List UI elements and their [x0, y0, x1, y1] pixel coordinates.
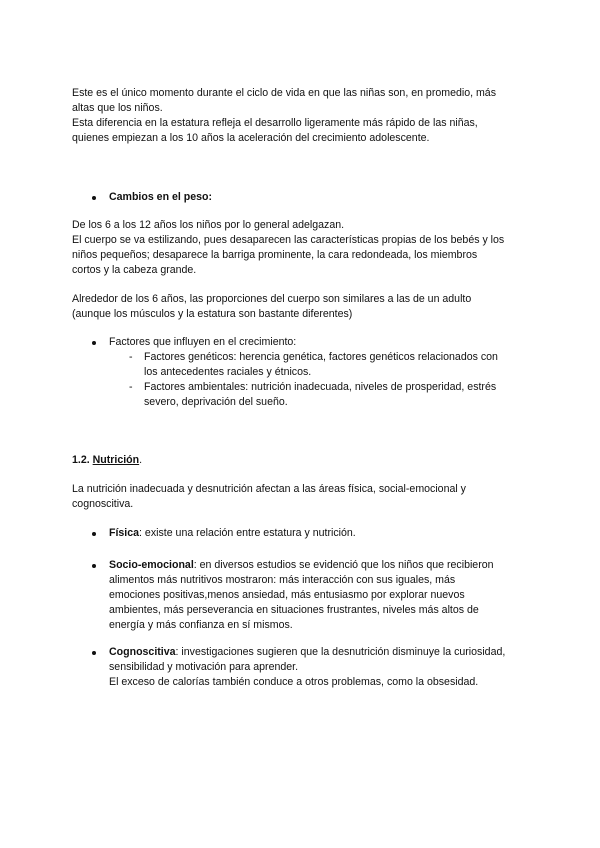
nutrition-item-cognoscitiva: Cognoscitiva: investigaciones sugieren que la desnutrición disminuye la curiosidad, sensibilidad y motivación para aprender. El exceso de calorías también conduce a otros problemas, como la obsesidad. [109, 646, 506, 688]
intro-line: altas que los niños. [72, 102, 163, 114]
intro-line: quienes empiezan a los 10 años la aceleración del crecimiento adolescente. [72, 132, 430, 144]
factors-title: Factores que influyen en el crecimiento: [109, 336, 297, 348]
nutrition-heading: 1.2. Nutrición. [72, 454, 143, 466]
factor-item-environmental: Factores ambientales: nutrición inadecuada, niveles de prosperidad, estrés severo, deprivación del sueño. [144, 381, 497, 408]
weight-line: El cuerpo se va estilizando, pues desaparecen las características propias de los bebés y los [72, 234, 505, 246]
weight-line: cortos y la cabeza grande. [72, 264, 197, 276]
bullet-icon [92, 532, 96, 536]
weight-line: niños pequeños; desaparece la barriga prominente, la cara redondeada, los miembros [72, 249, 478, 261]
intro-line: Este es el único momento durante el ciclo de vida en que las niñas son, en promedio, más [72, 87, 496, 99]
bullet-icon [92, 196, 96, 200]
weight-paragraph-2 [72, 292, 532, 322]
intro-line: Esta diferencia en la estatura refleja el desarrollo ligeramente más rápido de las niñas, [72, 117, 478, 129]
weight-line: (aunque los músculos y la estatura son bastante diferentes) [72, 308, 353, 320]
nutrition-item-fisica: Física: existe una relación entre estatura y nutrición. [109, 527, 356, 539]
factor-item-genetic: Factores genéticos: herencia genética, factores genéticos relacionados con los antecedentes raciales y étnicos. [144, 351, 498, 378]
dash-icon: - [129, 351, 133, 363]
weight-line: Alrededor de los 6 años, las proporciones del cuerpo son similares a las de un adulto [72, 293, 472, 305]
nutrition-intro [72, 482, 532, 512]
nutrition-intro-line: cognoscitiva. [72, 498, 134, 510]
nutrition-item-socio-emocional: Socio-emocional: en diversos estudios se evidenció que los niños que recibieron alimentos más nutritivos mostraron: más interacción con sus iguales, más emociones positivas,menos ansiedad, más entusiasmo por explorar nuevos ambientes, más perseverancia en situaciones frustrantes, niveles más altos de energía y más confianza en sí mismos. [109, 559, 494, 631]
weight-line: De los 6 a los 12 años los niños por lo general adelgazan. [72, 219, 345, 231]
bullet-icon [92, 564, 96, 568]
intro-paragraph [72, 86, 532, 146]
weight-heading: Cambios en el peso: [109, 191, 213, 203]
bullet-icon [92, 651, 96, 655]
nutrition-intro-line: La nutrición inadecuada y desnutrición afectan a las áreas física, social-emocional y [72, 483, 466, 495]
dash-icon: - [129, 381, 133, 393]
weight-paragraph-1 [72, 218, 532, 278]
bullet-icon [92, 341, 96, 345]
